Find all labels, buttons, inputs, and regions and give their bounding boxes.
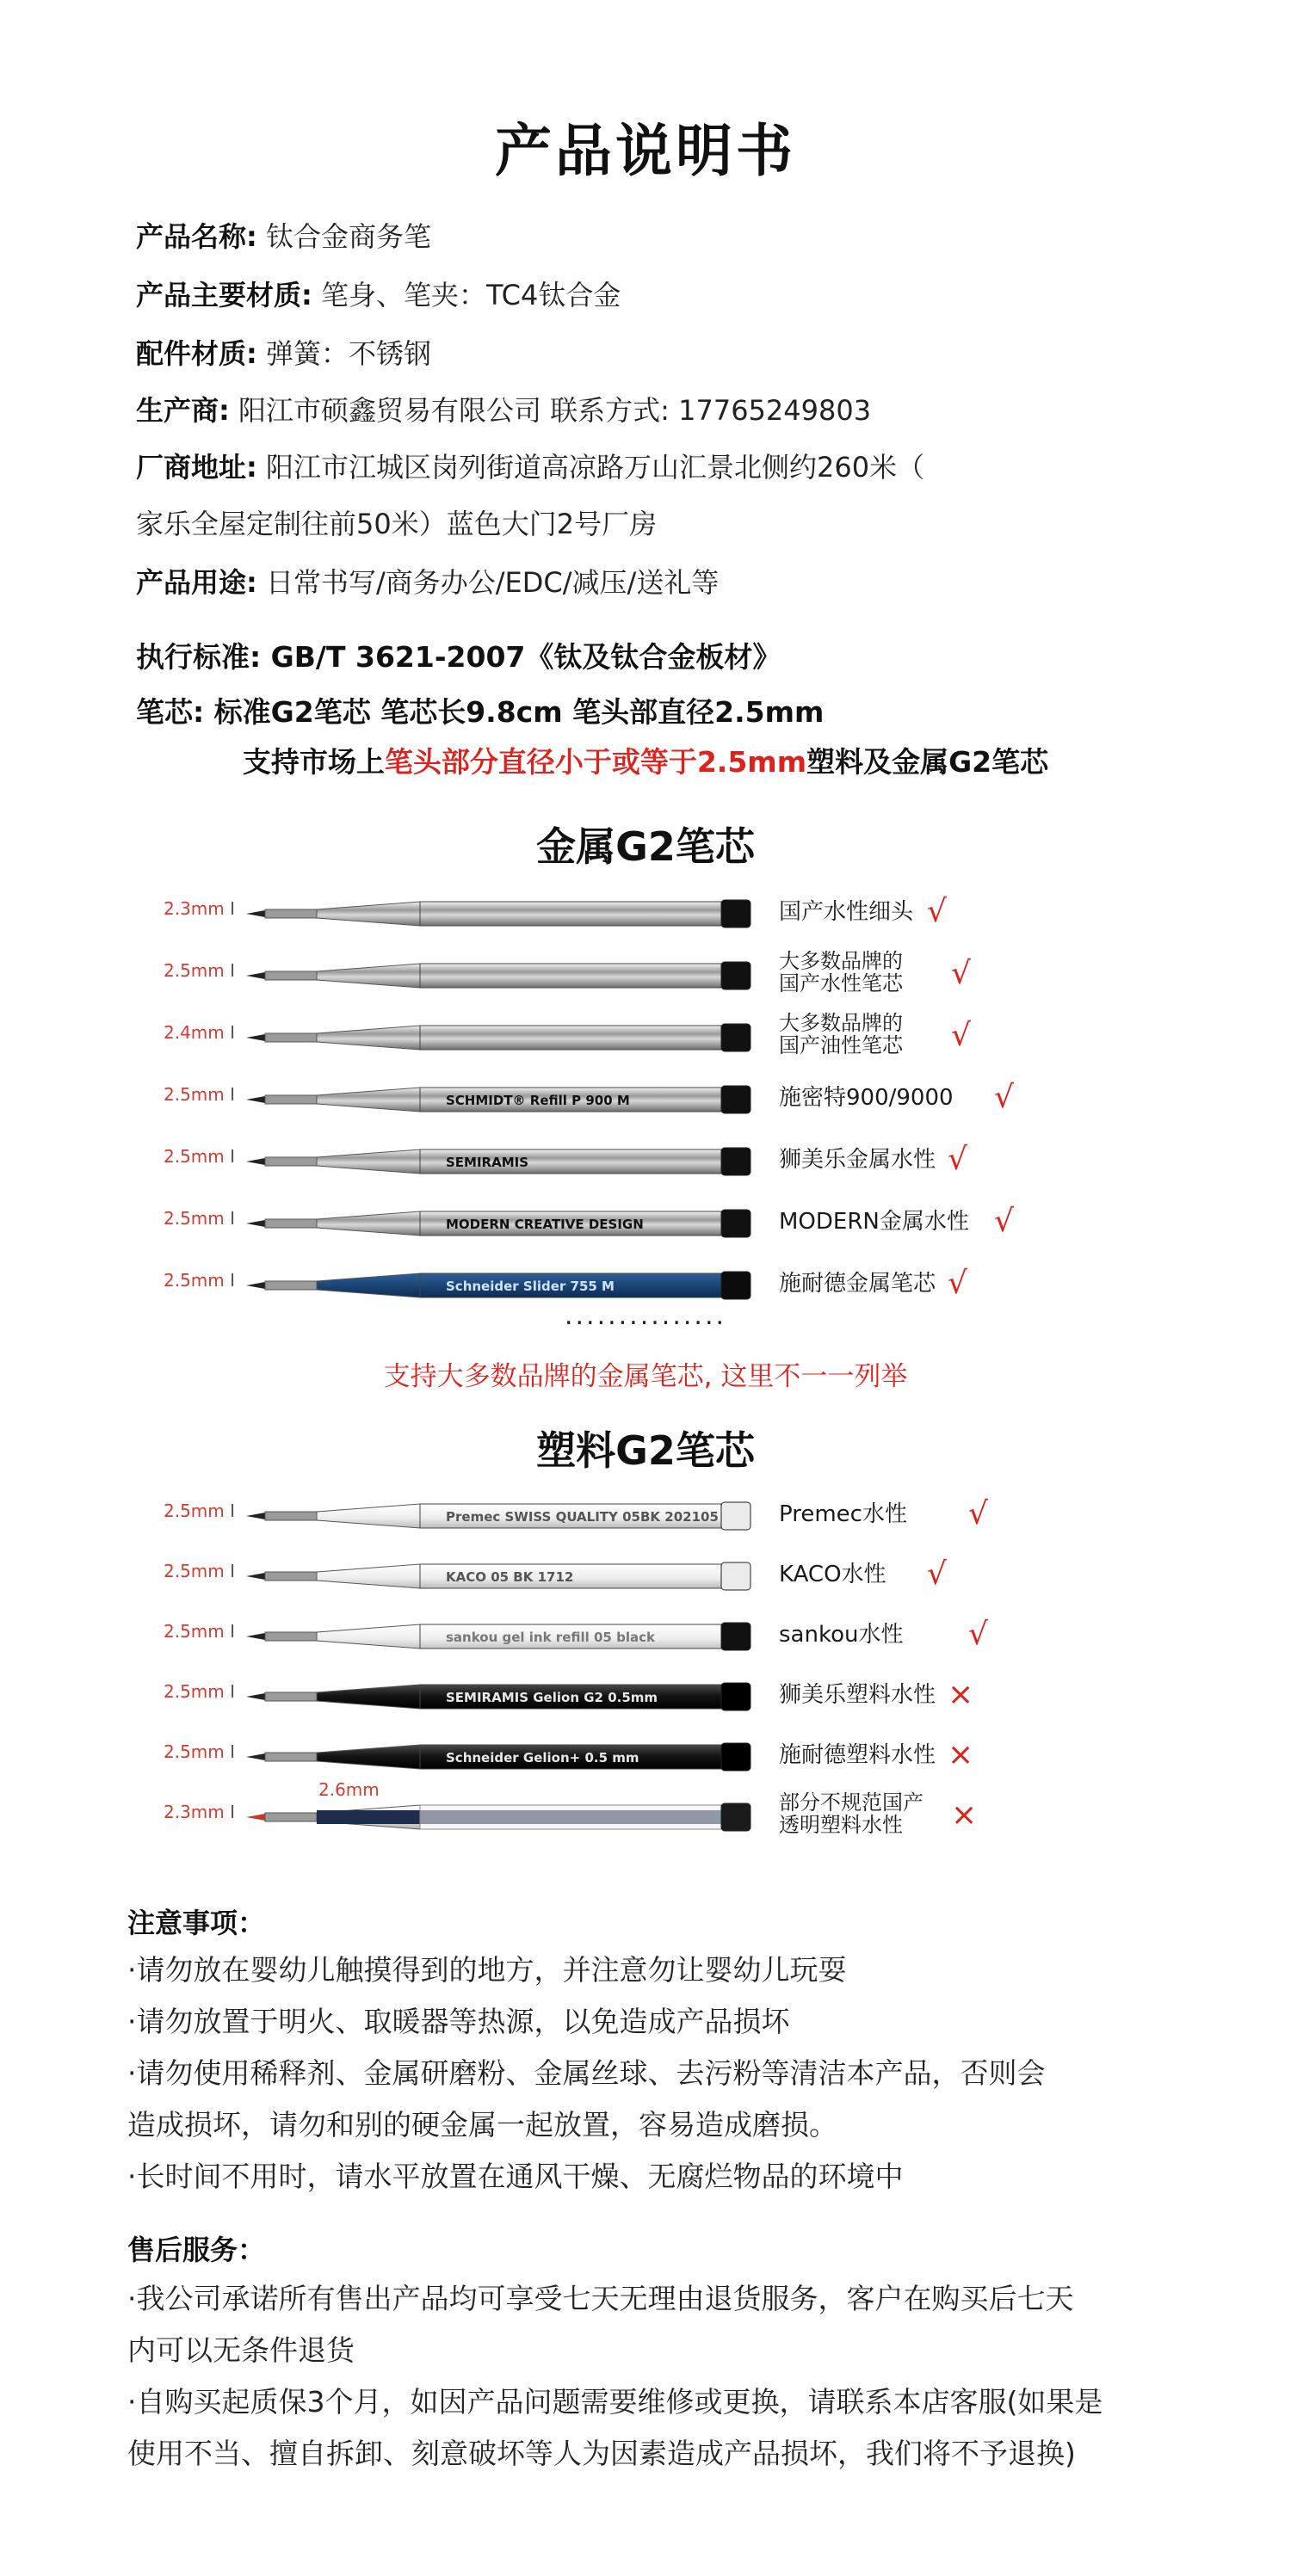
check-icon: √ <box>951 956 971 991</box>
check-icon: √ <box>951 1018 971 1053</box>
diameter-bracket-icon: I <box>224 1146 236 1167</box>
diameter-label <box>164 1802 235 1822</box>
refill-brand-text: SCHMIDT® Refill P 900 M <box>446 1093 630 1108</box>
refill-label-line: 国产油性笔芯 <box>779 1033 903 1057</box>
refill-brand-text: KACO 05 BK 1712 <box>446 1569 574 1585</box>
diameter-bracket-icon: I <box>224 1802 236 1822</box>
refill-neck <box>265 1033 317 1042</box>
check-icon: √ <box>948 1142 967 1177</box>
refill-brand-text: sankou gel ink refill 05 black <box>446 1630 655 1645</box>
refill-row <box>0 1205 1291 1256</box>
check-icon: √ <box>968 1496 988 1531</box>
refill-neck <box>265 1095 317 1104</box>
refill-image <box>239 1497 756 1538</box>
refill-label <box>779 1562 886 1587</box>
refill-cap <box>721 1148 751 1175</box>
refill-tip <box>246 1573 265 1580</box>
support-prefix: 支持市场上 <box>242 745 385 779</box>
refill-label <box>779 1791 923 1836</box>
refill-tip <box>246 1633 265 1640</box>
refill-image <box>239 957 756 998</box>
refill-label <box>779 900 913 924</box>
refill-neck <box>265 1512 317 1520</box>
refill-cap <box>721 1210 751 1237</box>
refill-label <box>779 1683 936 1707</box>
info-value: 家乐全屋定制往前50米）蓝色大门2号厂房 <box>136 508 658 540</box>
refill-image <box>239 1019 756 1060</box>
diameter-label <box>164 1621 235 1642</box>
info-label: 产品主要材质: <box>136 279 312 311</box>
refill-label-line: 施耐德金属笔芯 <box>779 1271 936 1297</box>
refill-drawing <box>239 1678 756 1716</box>
bullet-item: 造成损坏，请勿和别的硬金属一起放置，容易造成磨损。 <box>127 2108 837 2142</box>
check-icon: √ <box>948 1266 967 1301</box>
refill-cap <box>721 1272 751 1299</box>
refill-row <box>0 949 1291 1008</box>
diameter-bracket-icon: I <box>224 1681 236 1702</box>
refill-row <box>0 1011 1291 1070</box>
refill-drawing <box>239 1143 756 1180</box>
refill-label <box>779 1623 903 1647</box>
refill-label-line: 狮美乐金属水性 <box>779 1147 936 1173</box>
refill-tip <box>246 1693 265 1700</box>
refill-label <box>779 1272 936 1296</box>
refill-brand-text: SEMIRAMIS <box>446 1155 529 1170</box>
refill-drawing <box>239 1738 756 1776</box>
refill-image <box>239 1143 756 1184</box>
diameter-label <box>164 1270 235 1291</box>
refill-neck <box>265 1157 317 1166</box>
refill-label <box>779 1086 954 1110</box>
diameter-bracket-icon: I <box>224 1621 236 1642</box>
refill-tip <box>246 1814 265 1821</box>
refill-cap <box>721 1086 751 1113</box>
refill-label-line: 透明塑料水性 <box>779 1813 903 1837</box>
info-value: 阳江市硕鑫贸易有限公司 联系方式: 17765249803 <box>229 394 872 427</box>
info-label: 产品用途: <box>136 566 257 599</box>
diameter-label <box>164 898 235 919</box>
diameter-value: 2.5mm <box>164 1146 225 1167</box>
refill-taper <box>317 1564 420 1588</box>
refill-label-line: Premec水性 <box>779 1501 907 1527</box>
refill-label-line: 狮美乐塑料水性 <box>779 1682 936 1708</box>
refill-drawing <box>239 1205 756 1242</box>
diameter-bracket-icon: I <box>224 1561 236 1581</box>
diameter-value: 2.5mm <box>164 1270 225 1291</box>
refill-taper <box>317 1685 420 1709</box>
bullet-item: 使用不当、擅自拆卸、刻意破坏等人为因素造成产品损坏，我们将不予退换) <box>127 2437 1076 2470</box>
diameter-label <box>164 1084 235 1105</box>
refill-row <box>0 1738 1291 1790</box>
refill-tip <box>246 1220 265 1227</box>
diameter-value: 2.5mm <box>164 1084 225 1105</box>
info-line <box>136 502 657 542</box>
refill-tip <box>246 910 265 917</box>
refill-tip <box>246 1753 265 1760</box>
info-line <box>136 332 431 372</box>
refill-cap <box>721 962 751 989</box>
diameter-label <box>164 1561 235 1581</box>
info-line <box>136 389 871 428</box>
refill-label-line: 施耐德塑料水性 <box>779 1742 936 1768</box>
cross-icon: × <box>948 1737 974 1772</box>
refill-image <box>239 1557 756 1599</box>
refill-taper <box>317 1273 420 1297</box>
check-icon: √ <box>968 1617 988 1652</box>
refill-taper <box>317 1745 420 1769</box>
refill-taper <box>317 964 420 988</box>
bullet-item: 内可以无条件退货 <box>127 2333 355 2367</box>
refill-label-line: sankou水性 <box>779 1622 904 1648</box>
refill-cap <box>721 1562 751 1590</box>
diameter-value: 2.5mm <box>164 1681 225 1702</box>
refill-drawing <box>239 895 756 933</box>
diameter-bracket-icon: I <box>224 960 236 981</box>
diameter-bracket-icon: I <box>224 1208 236 1229</box>
refill-label-line: KACO水性 <box>779 1562 886 1587</box>
metal-section-title: 金属G2笔芯 <box>536 823 755 870</box>
info-value: 笔身、笔夹：TC4钛合金 <box>312 279 621 311</box>
diameter-value: 2.5mm <box>164 1621 225 1642</box>
refill-brand-text: MODERN CREATIVE DESIGN <box>446 1217 644 1232</box>
refill-tip <box>246 1513 265 1519</box>
refill-tip <box>246 1282 265 1289</box>
bullet-item: ·请勿放在婴幼儿触摸得到的地方，并注意勿让婴幼儿玩耍 <box>127 1953 847 1987</box>
refill-body <box>420 902 721 926</box>
diameter-value: 2.4mm <box>164 1022 225 1043</box>
refill-cap <box>721 1623 751 1650</box>
refill-taper <box>317 902 420 926</box>
clear-refill-diameter: 2.6mm <box>318 1779 380 1800</box>
info-label: 产品名称: <box>136 220 257 253</box>
info-label: 厂商地址: <box>136 451 257 484</box>
refill-image <box>239 1678 756 1719</box>
diameter-value: 2.5mm <box>164 960 225 981</box>
refill-label-line: MODERN金属水性 <box>779 1209 969 1235</box>
metal-note: 支持大多数品牌的金属笔芯, 这里不一一列举 <box>383 1361 908 1392</box>
info-line <box>136 446 924 485</box>
diameter-label <box>164 1208 235 1229</box>
refill-row <box>0 1678 1291 1729</box>
diameter-bracket-icon: I <box>224 1084 236 1105</box>
refill-cap <box>721 1803 751 1831</box>
refill-brand-text: SEMIRAMIS Gelion G2 0.5mm <box>446 1690 658 1705</box>
refill-neck <box>265 1692 317 1701</box>
diameter-value: 2.3mm <box>164 898 225 919</box>
refill-label <box>779 1148 936 1172</box>
info-value: 钛合金商务笔 <box>256 220 431 253</box>
check-icon: √ <box>927 894 947 929</box>
refill-drawing <box>239 1081 756 1119</box>
refill-taper <box>317 1088 420 1112</box>
refill-label-line: 国产水性细头 <box>779 899 914 925</box>
refill-label <box>779 1743 936 1767</box>
refill-drawing <box>239 957 756 995</box>
refill-neck <box>265 1813 317 1821</box>
refill-taper <box>317 1504 420 1528</box>
refill-drawing <box>239 1618 756 1655</box>
refill-label-line: 施密特900/9000 <box>779 1085 954 1111</box>
refill-drawing <box>239 1798 756 1836</box>
cross-icon: × <box>948 1677 974 1712</box>
refill-taper <box>317 1149 420 1174</box>
cross-icon: × <box>951 1797 978 1833</box>
refill-neck <box>265 1572 317 1581</box>
diameter-label <box>164 1681 235 1702</box>
precautions-title: 注意事项： <box>127 1907 266 1939</box>
refill-body <box>420 1026 721 1050</box>
diameter-label <box>164 1501 235 1521</box>
refill-cap <box>721 1683 751 1710</box>
refill-brand-text: Schneider Slider 755 M <box>446 1279 615 1294</box>
refill-label <box>779 1012 903 1057</box>
diameter-value: 2.5mm <box>164 1501 225 1521</box>
info-line <box>136 561 719 601</box>
page-title: 产品说明书 <box>495 118 796 184</box>
support-highlight: 笔头部分直径小于或等于2.5mm <box>384 745 807 779</box>
diameter-value: 2.5mm <box>164 1208 225 1229</box>
refill-cap <box>721 1024 751 1051</box>
refill-image <box>239 1738 756 1779</box>
refill-neck <box>265 971 317 980</box>
diameter-value: 2.5mm <box>164 1561 225 1581</box>
refill-taper <box>317 1624 420 1649</box>
check-icon: √ <box>994 1080 1014 1115</box>
refill-row <box>0 1081 1291 1132</box>
diameter-label <box>164 1022 235 1043</box>
refill-taper <box>317 1211 420 1236</box>
info-label: 配件材质: <box>136 337 257 370</box>
diameter-label <box>164 1146 235 1167</box>
refill-row <box>0 1497 1291 1549</box>
refill-label <box>779 950 903 995</box>
info-value: 弹簧：不锈钢 <box>256 337 431 370</box>
diameter-label <box>164 960 235 981</box>
diameter-bracket-icon: I <box>224 898 236 919</box>
diameter-bracket-icon: I <box>224 1741 236 1762</box>
bullet-item: ·长时间不用时，请水平放置在通风干燥、无腐烂物品的环境中 <box>127 2160 904 2193</box>
refill-tip <box>246 1034 265 1041</box>
standard-line: 执行标准: GB/T 3621-2007《钛及钛合金板材》 <box>136 640 781 674</box>
refill-neck <box>265 1219 317 1228</box>
info-line <box>136 274 621 313</box>
refill-tip <box>246 1096 265 1103</box>
diameter-value: 2.3mm <box>164 1802 225 1822</box>
info-value: 日常书写/商务办公/EDC/减压/送礼等 <box>256 566 720 599</box>
refill-cap <box>721 1743 751 1771</box>
refill-drawing <box>239 1557 756 1595</box>
info-line <box>136 215 431 255</box>
info-value: 阳江市江城区岗列街道高凉路万山汇景北侧约260米（ <box>256 451 925 484</box>
refill-image <box>239 1798 756 1840</box>
refill-label <box>779 1502 907 1526</box>
refill-body <box>420 1805 721 1829</box>
check-icon: √ <box>994 1204 1014 1239</box>
check-icon: √ <box>927 1556 947 1592</box>
refill-tip <box>246 972 265 979</box>
refill-label-line: 部分不规范国产 <box>779 1790 923 1815</box>
bullet-item: ·请勿放置于明火、取暖器等热源，以免造成产品损坏 <box>127 2005 790 2038</box>
refill-label-line: 大多数品牌的 <box>779 949 903 973</box>
diameter-bracket-icon: I <box>224 1270 236 1291</box>
refill-row <box>0 895 1291 946</box>
refill-brand-text: Schneider Gelion+ 0.5 mm <box>446 1750 639 1766</box>
refill-drawing <box>239 1019 756 1057</box>
diameter-bracket-icon: I <box>224 1022 236 1043</box>
refill-tip <box>246 1158 265 1165</box>
refill-image <box>239 895 756 936</box>
support-line <box>0 740 1291 780</box>
refill-drawing <box>239 1266 756 1304</box>
refill-row <box>0 1779 1291 1850</box>
refill-row <box>0 1143 1291 1194</box>
refill-cap <box>721 900 751 927</box>
refill-neck <box>265 1632 317 1641</box>
refill-cap <box>721 1502 751 1530</box>
refill-drawing <box>239 1497 756 1535</box>
bullet-item: ·我公司承诺所有售出产品均可享受七天无理由退货服务，客户在购买后七天 <box>127 2282 1074 2315</box>
refill-row <box>0 1618 1291 1669</box>
refill-image <box>239 1618 756 1659</box>
bullet-item: ·自购买起质保3个月，如因产品问题需要维修或更换，请联系本店客服(如果是 <box>127 2385 1103 2419</box>
refill-row <box>0 1557 1291 1609</box>
info-label: 生产商: <box>136 394 230 427</box>
support-suffix: 塑料及金属G2笔芯 <box>806 745 1049 779</box>
refill-taper <box>317 1026 420 1050</box>
refill-label-line: 国产水性笔芯 <box>779 971 903 995</box>
refill-label-line: 大多数品牌的 <box>779 1011 903 1035</box>
refill-neck <box>265 1753 317 1761</box>
bullet-item: ·请勿使用稀释剂、金属研磨粉、金属丝球、去污粉等清洁本产品，否则会 <box>127 2056 1046 2090</box>
refill-brand-text: Premec SWISS QUALITY 05BK 202105 <box>446 1509 719 1525</box>
refill-label <box>779 1210 969 1234</box>
refill-spec-line: 笔芯: 标准G2笔芯 笔芯长9.8cm 笔头部直径2.5mm <box>136 695 825 729</box>
ellipsis-dots: ............... <box>564 1301 727 1331</box>
diameter-bracket-icon: I <box>224 1501 236 1521</box>
refill-neck <box>265 1281 317 1290</box>
plastic-section-title: 塑料G2笔芯 <box>536 1427 755 1474</box>
refill-neck <box>265 909 317 918</box>
refill-image <box>239 1205 756 1246</box>
refill-body <box>420 964 721 988</box>
diameter-value: 2.5mm <box>164 1741 225 1762</box>
diameter-label <box>164 1741 235 1762</box>
refill-image <box>239 1081 756 1122</box>
aftersale-title: 售后服务： <box>127 2234 266 2266</box>
